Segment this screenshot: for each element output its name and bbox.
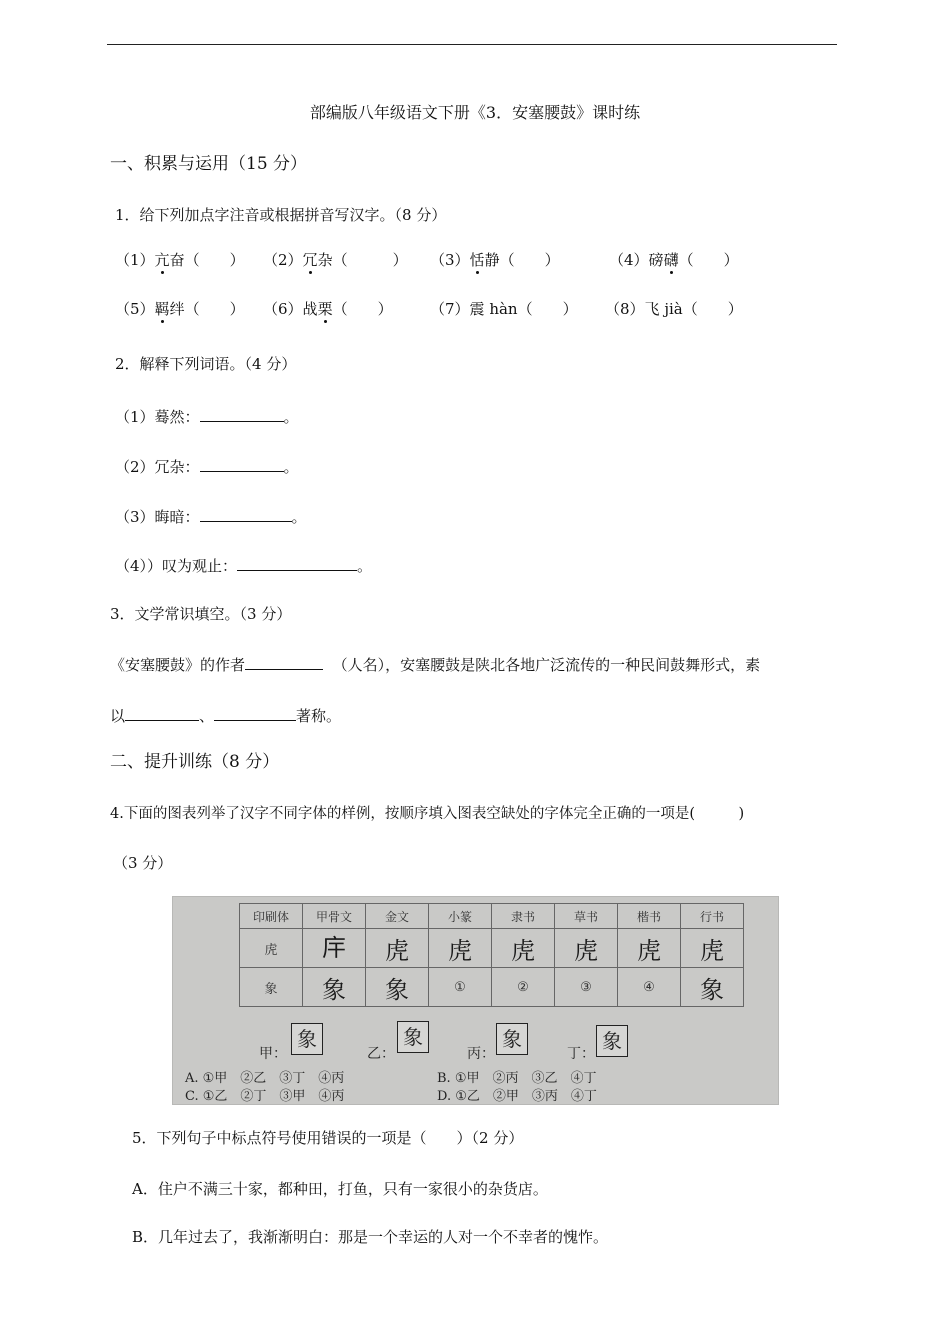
answer-blank[interactable] [214, 704, 296, 721]
option-a: A. ①甲 ②乙 ③丁 ④丙 [185, 1071, 345, 1086]
choice-label: 丁： [567, 1046, 595, 1062]
table-header-row [240, 904, 744, 929]
q3-line-2: 以 、 著称。 [110, 704, 341, 727]
q2-item-2: （2）冗杂： 。 [115, 455, 299, 478]
q5-option-a: A．住户不满三十家，都种田，打鱼，只有一家很小的杂货店。 [132, 1180, 548, 1198]
q5-option-b: B．几年过去了，我渐渐明白：那是一个幸运的人对一个不幸者的愧怍。 [132, 1228, 609, 1246]
q5-stem: 5．下列句子中标点符号使用错误的一项是（ ）（2 分） [132, 1129, 524, 1147]
q1-stem: 1．给下列加点字注音或根据拼音写汉字。（8 分） [115, 206, 447, 224]
choice-glyph: 象 [397, 1021, 429, 1053]
q1-item-1: （1）亢奋（ ） [115, 251, 245, 269]
table-header: 隶书 [492, 904, 555, 929]
q3-stem: 3．文学常识填空。（3 分） [110, 605, 292, 623]
q2-item-3: （3）晦暗： 。 [115, 505, 307, 528]
option-d: D. ①乙 ②甲 ③丙 ④丁 [437, 1089, 597, 1104]
table-cell: ① [429, 968, 492, 1007]
answer-blank[interactable] [245, 653, 323, 670]
q2-item-4: （4））叹为观止： 。 [115, 554, 372, 577]
table-cell: ② [492, 968, 555, 1007]
regular-glyph: 虎 [618, 929, 681, 968]
choice-glyph: 象 [596, 1025, 628, 1057]
q4-score: （3 分） [113, 854, 173, 872]
table-header: 金文 [366, 904, 429, 929]
bronze-glyph: 象 [366, 968, 429, 1007]
bronze-glyph: 虎 [366, 929, 429, 968]
clerical-glyph: 虎 [492, 929, 555, 968]
q1-item-2: （2）冗杂（ ） [263, 251, 408, 269]
q2-stem: 2．解释下列词语。（4 分） [115, 355, 297, 373]
table-header: 甲骨文 [303, 904, 366, 929]
option-b: B. ①甲 ②丙 ③乙 ④丁 [437, 1071, 597, 1086]
q4-stem: 4.下面的图表列举了汉字不同字体的样例，按顺序填入图表空缺处的字体完全正确的一项是( ) [110, 806, 745, 822]
answer-blank[interactable] [200, 455, 284, 472]
choice-label: 甲： [259, 1046, 287, 1062]
choice-glyph: 象 [496, 1023, 528, 1055]
q1-item-7: （7）震 hàn（ ） [430, 300, 578, 318]
answer-blank[interactable] [200, 505, 292, 522]
page-title: 部编版八年级语文下册《3．安塞腰鼓》课时练 [309, 103, 641, 122]
cursive-glyph: 虎 [555, 929, 618, 968]
table-cell: ④ [618, 968, 681, 1007]
q1-item-6: （6）战栗（ ） [263, 300, 393, 318]
answer-blank[interactable] [125, 704, 199, 721]
table-cell: 象 [240, 968, 303, 1007]
font-styles-figure [172, 896, 779, 1105]
glyph-choices [173, 1023, 778, 1063]
table-header: 小篆 [429, 904, 492, 929]
q1-item-3: （3）恬静（ ） [430, 251, 560, 269]
table-row [240, 929, 744, 968]
running-glyph: 虎 [681, 929, 744, 968]
table-header: 印刷体 [240, 904, 303, 929]
q1-item-5: （5）羁绊（ ） [115, 300, 245, 318]
answer-blank[interactable] [200, 405, 284, 422]
q1-item-4: （4）磅礴（ ） [609, 251, 739, 269]
header-rule [107, 44, 837, 45]
table-header: 行书 [681, 904, 744, 929]
q1-item-8: （8）飞 jià（ ） [605, 300, 743, 318]
choice-label: 乙： [367, 1046, 395, 1062]
choice-glyph: 象 [291, 1023, 323, 1055]
table-header: 楷书 [618, 904, 681, 929]
table-cell: 虎 [240, 929, 303, 968]
oracle-glyph: 𢇛 [303, 929, 366, 968]
table-header: 草书 [555, 904, 618, 929]
oracle-glyph: 象 [303, 968, 366, 1007]
choice-label: 丙： [467, 1046, 495, 1062]
option-c: C. ①乙 ②丁 ③甲 ④丙 [185, 1089, 345, 1104]
section-1-heading: 一、积累与运用（15 分） [110, 154, 308, 174]
section-2-heading: 二、提升训练（8 分） [110, 752, 280, 772]
q3-line-1: 《安塞腰鼓》的作者 （人名），安塞腰鼓是陕北各地广泛流传的一种民间鼓舞形式，素 [110, 653, 760, 676]
running-glyph: 象 [681, 968, 744, 1007]
table-cell: ③ [555, 968, 618, 1007]
answer-blank[interactable] [237, 554, 357, 571]
font-styles-table [239, 903, 744, 1007]
q2-item-1: （1）蓦然： 。 [115, 405, 299, 428]
seal-glyph: 虎 [429, 929, 492, 968]
table-row [240, 968, 744, 1007]
